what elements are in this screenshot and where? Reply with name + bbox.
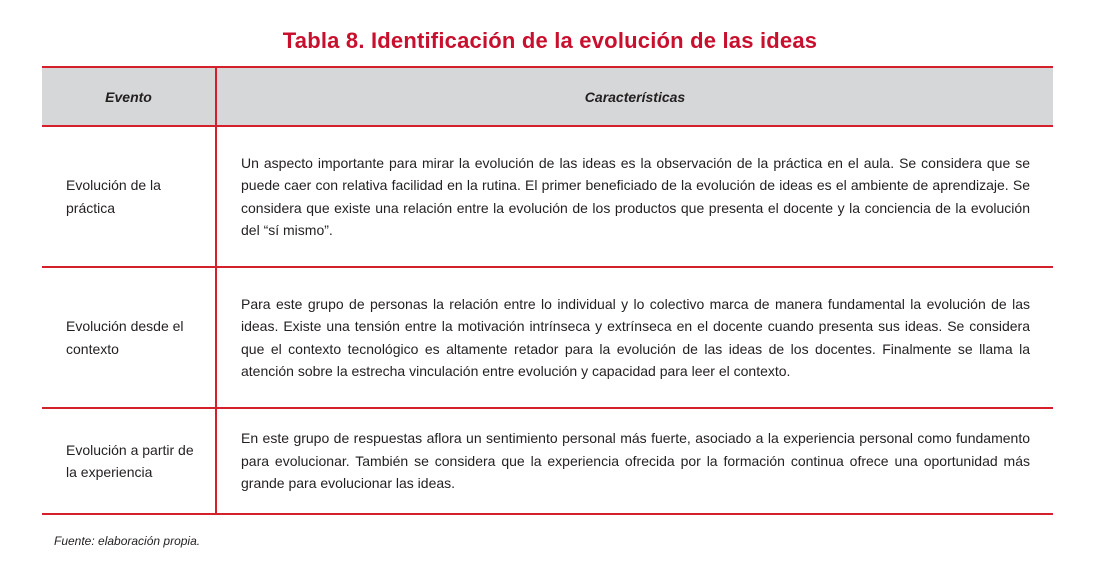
- header-caracteristicas: Características: [216, 67, 1053, 126]
- event-cell: Evolución a partir de la experiencia: [42, 408, 216, 514]
- description-cell: Para este grupo de personas la relación entre lo individual y lo colectivo marca de manera fundamental la evolución de las ideas. Existe una tensión entre la motivación intrínseca y extrínseca en el docente cuando presenta sus ideas. Se considera que el contexto tecnológico es altamente retador para la evolución de las ideas de los docentes. Finalmente se llama la atención sobre la estrecha vinculación entre evolución y capacidad para leer el contexto.: [216, 267, 1053, 408]
- event-cell: Evolución desde el contexto: [42, 267, 216, 408]
- table-row: [42, 408, 1053, 514]
- header-evento: Evento: [42, 67, 216, 126]
- table-header-row: [42, 67, 1053, 126]
- table-title: Tabla 8. Identificación de la evolución de las ideas: [282, 28, 818, 53]
- source-note: Fuente: elaboración propia.: [54, 534, 201, 548]
- description-cell: En este grupo de respuestas aflora un sentimiento personal más fuerte, asociado a la experiencia personal como fundamento para evolucionar. También se considera que la experiencia ofrecida por la formación continua ofrece una oportunidad más grande para evolucionar las ideas.: [216, 408, 1053, 514]
- table-row: [42, 126, 1053, 267]
- ideas-evolution-table: [42, 66, 1053, 515]
- table-row: [42, 267, 1053, 408]
- description-cell: Un aspecto importante para mirar la evolución de las ideas es la observación de la práctica en el aula. Se considera que se puede caer con relativa facilidad en la rutina. El primer beneficiado de la evolución de ideas es el ambiente de aprendizaje. Se considera que existe una relación entre la evolución de los productos que presenta el docente y la conciencia de la evolución del “sí mismo”.: [216, 126, 1053, 267]
- event-cell: Evolución de la práctica: [42, 126, 216, 267]
